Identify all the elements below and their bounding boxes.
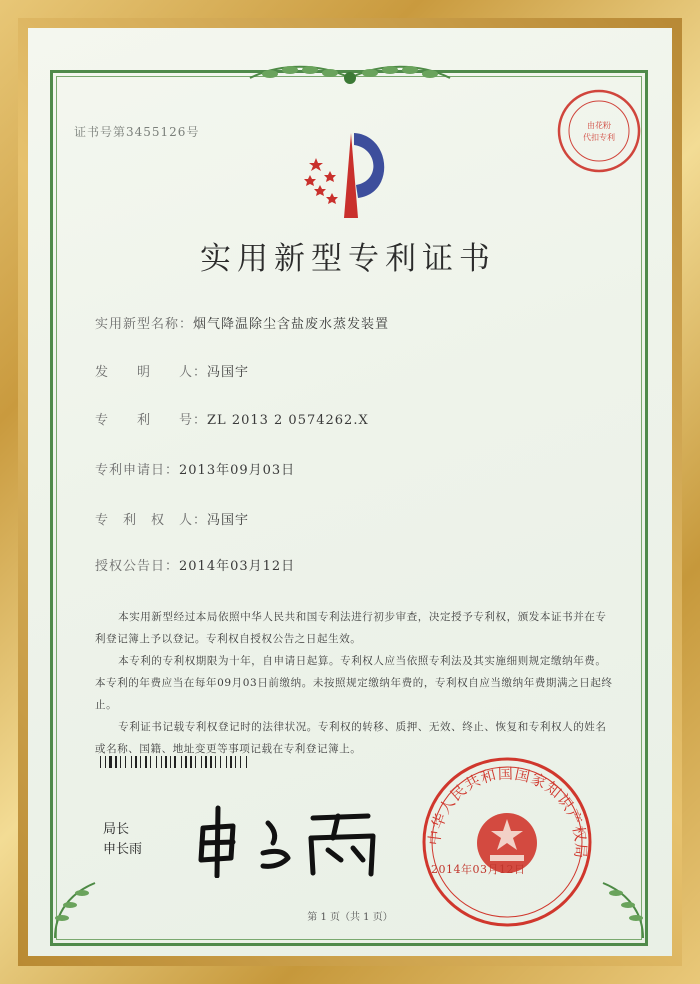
barcode-bar — [105, 756, 106, 768]
field-value: 烟气降温除尘含盐废水蒸发装置 — [193, 317, 390, 332]
director-title: 局长 — [103, 822, 130, 837]
barcode-bar — [172, 756, 173, 768]
barcode-bar — [165, 756, 167, 768]
barcode-bar — [222, 756, 225, 768]
seal-date: 2014年03月12日 — [431, 863, 526, 876]
barcode-bar — [158, 756, 160, 768]
barcode-bar — [150, 756, 151, 768]
barcode-bar — [193, 756, 194, 768]
barcode-bar — [203, 756, 204, 768]
barcode-bar — [185, 756, 187, 768]
barcode-bar — [183, 756, 184, 768]
barcode-bar — [109, 756, 112, 768]
barcode-bar — [201, 756, 202, 768]
barcode-bar — [135, 756, 137, 768]
barcode-bar — [233, 756, 234, 768]
barcode-bar — [195, 756, 196, 768]
certificate-body — [95, 606, 615, 760]
patentee-field — [95, 509, 249, 528]
barcode-bar — [115, 756, 117, 768]
barcode-bar — [213, 756, 214, 768]
barcode-bar — [248, 756, 250, 768]
application-date-field — [95, 459, 295, 478]
agency-seal — [556, 88, 642, 174]
body-paragraph: 本专利的专利权期限为十年，自申请日起算。专利权人应当依照专利法及其实施细则规定缴纳年费。本专利的年费应当在每年09月03日前缴纳。未按照规定缴纳年费的，专利权自应当缴纳年费期满之日起终止。 — [95, 655, 613, 711]
field-value: 2013年09月03日 — [179, 463, 296, 478]
barcode-bar — [197, 756, 200, 768]
field-label: 实用新型名称： — [95, 317, 194, 332]
patent-office-logo — [296, 123, 406, 233]
barcode-bar — [145, 756, 147, 768]
barcode-bar — [100, 756, 101, 768]
barcode — [100, 756, 295, 768]
barcode-bar — [181, 756, 182, 768]
field-value: 2014年03月12日 — [179, 559, 296, 574]
field-label: 专 利 号： — [95, 413, 208, 428]
barcode-bar — [226, 756, 227, 768]
barcode-bar — [174, 756, 176, 768]
barcode-bar — [240, 756, 241, 768]
barcode-bar — [217, 756, 219, 768]
field-label: 发 明 人： — [95, 365, 208, 380]
field-value: 冯国宇 — [207, 513, 250, 528]
barcode-bar — [246, 756, 247, 768]
top-laurel-ornament — [240, 58, 460, 98]
svg-text:由花粉: 由花粉 — [587, 121, 611, 130]
body-paragraph: 本实用新型经过本局依照中华人民共和国专利法进行初步审查，决定授予专利权，颁发本证书并在专利登记簿上予以登记。专利权自授权公告之日起生效。 — [95, 611, 607, 645]
field-value: 冯国宇 — [207, 365, 250, 380]
svg-text:中华人民共和国国家知识产权局: 中华人民共和国国家知识产权局 — [425, 764, 590, 860]
page-number: 第 1 页（共 1 页） — [307, 912, 393, 923]
barcode-bar — [120, 756, 121, 768]
barcode-bar — [170, 756, 171, 768]
barcode-bar — [122, 756, 124, 768]
barcode-bar — [125, 756, 126, 768]
barcode-bar — [242, 756, 245, 768]
barcode-bar — [133, 756, 134, 768]
utility-model-name-field — [95, 313, 389, 332]
barcode-bar — [161, 756, 162, 768]
barcode-bar — [215, 756, 216, 768]
barcode-bar — [210, 756, 212, 768]
field-label: 授权公告日： — [95, 559, 180, 574]
barcode-bar — [177, 756, 180, 768]
barcode-bar — [152, 756, 155, 768]
barcode-bar — [113, 756, 114, 768]
barcode-bar — [131, 756, 132, 768]
barcode-bar — [138, 756, 139, 768]
certificate-title: 实用新型专利证书 — [200, 241, 496, 277]
barcode-bar — [127, 756, 130, 768]
certificate-number: 证书号第3455126号 — [74, 125, 200, 139]
barcode-bar — [102, 756, 104, 768]
barcode-bar — [237, 756, 239, 768]
director-signature — [193, 798, 393, 878]
field-label: 专利申请日： — [95, 463, 180, 478]
barcode-bar — [118, 756, 119, 768]
barcode-bar — [107, 756, 108, 768]
barcode-bar — [208, 756, 209, 768]
barcode-bar — [230, 756, 232, 768]
barcode-bar — [235, 756, 236, 768]
inventor-field — [95, 361, 249, 380]
patent-number-field — [95, 409, 369, 428]
barcode-bar — [156, 756, 157, 768]
body-paragraph: 专利证书记载专利权登记时的法律状况。专利权的转移、质押、无效、终止、恢复和专利权人的姓名或名称、国籍、地址变更等事项记载在专利登记簿上。 — [95, 721, 607, 755]
svg-text:代扣专利: 代扣专利 — [583, 133, 615, 142]
barcode-bar — [228, 756, 229, 768]
grant-announcement-date-field — [95, 555, 295, 574]
barcode-bar — [168, 756, 169, 768]
barcode-bar — [205, 756, 207, 768]
sipo-official-seal — [420, 755, 595, 930]
barcode-bar — [140, 756, 141, 768]
director-name: 申长雨 — [103, 842, 143, 857]
field-label: 专 利 权 人： — [95, 513, 208, 528]
field-value: ZL 2013 2 0574262.X — [207, 413, 369, 428]
barcode-bar — [190, 756, 192, 768]
barcode-bar — [163, 756, 164, 768]
certificate-paper — [28, 28, 672, 956]
barcode-bar — [142, 756, 144, 768]
barcode-bar — [148, 756, 149, 768]
barcode-bar — [188, 756, 189, 768]
barcode-bar — [220, 756, 221, 768]
